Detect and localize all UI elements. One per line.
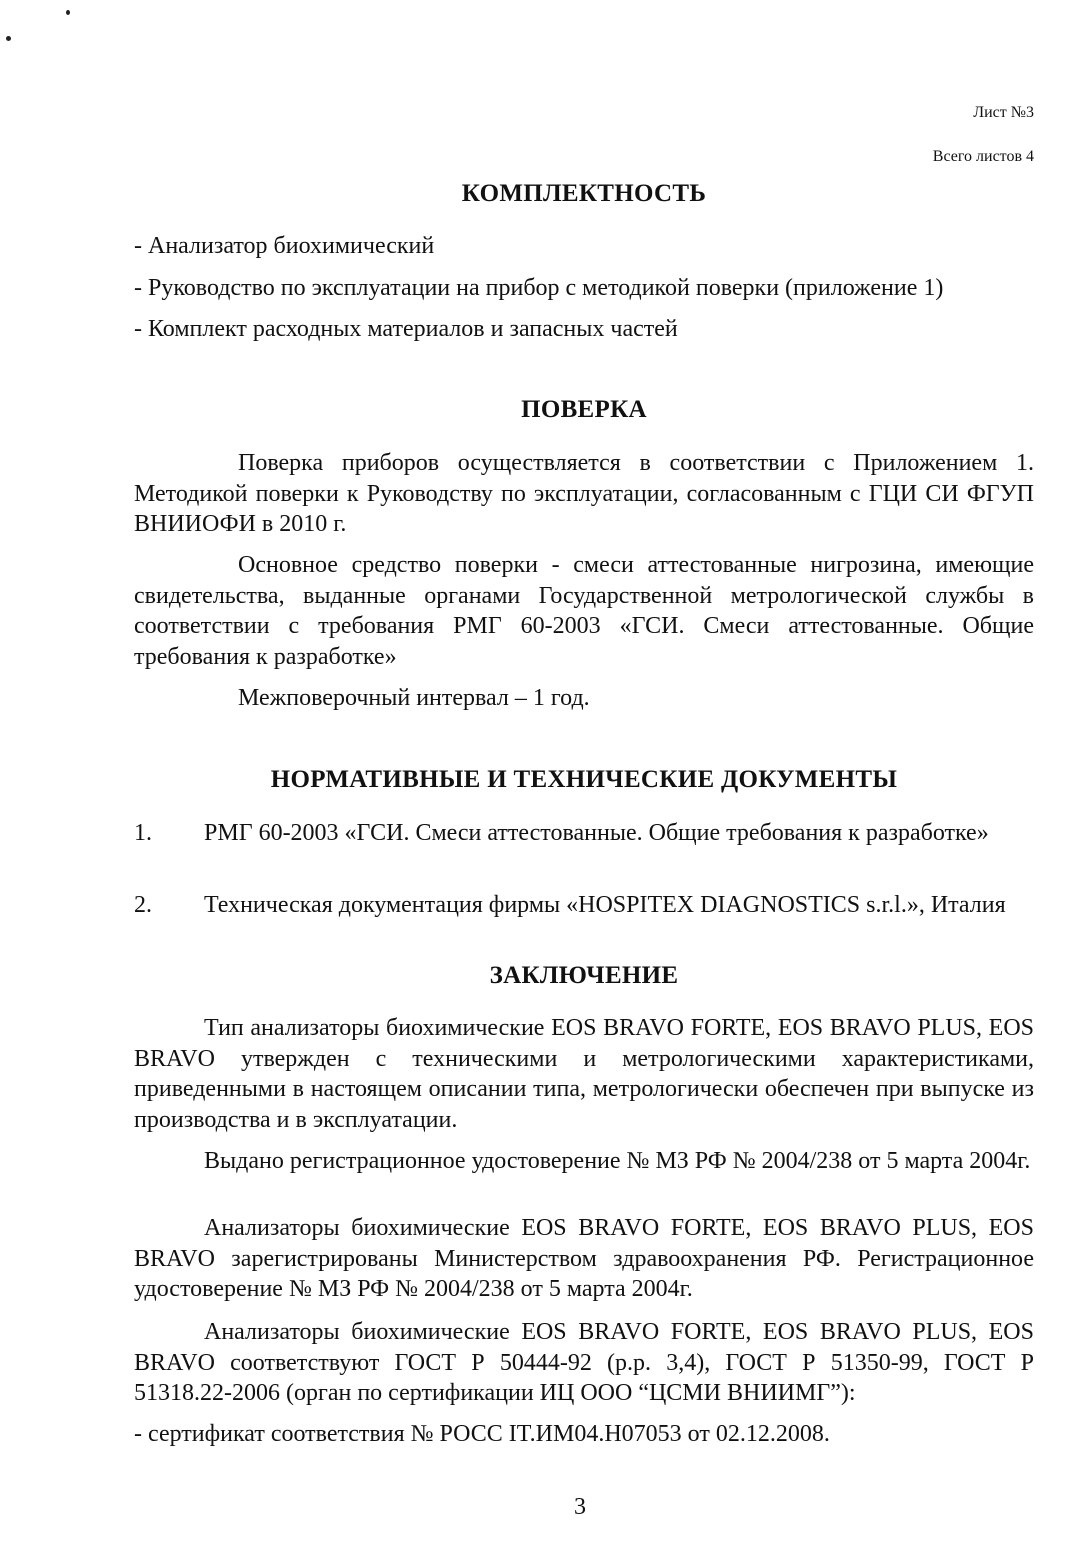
completeness-item: - Комплект расходных материалов и запасных частей bbox=[134, 316, 678, 342]
sheet-number: Лист №3 bbox=[973, 104, 1034, 121]
normative-docs-heading: НОРМАТИВНЫЕ И ТЕХНИЧЕСКИЕ ДОКУМЕНТЫ bbox=[270, 766, 898, 793]
conclusion-paragraph: Выдано регистрационное удостоверение № МЗ РФ № 2004/238 от 5 марта 2004г. bbox=[204, 1148, 1031, 1174]
normative-docs-item: 2. Техническая документация фирмы «HOSPITEX DIAGNOSTICS s.r.l.», Италия bbox=[134, 892, 1006, 918]
verification-interval: Межповерочный интервал – 1 год. bbox=[238, 685, 590, 711]
scan-speck bbox=[66, 10, 70, 15]
completeness-item: - Анализатор биохимический bbox=[134, 233, 435, 259]
verification-paragraph: Поверка приборов осуществляется в соответствии с Приложением 1. Методикой поверки к Руководству по эксплуатации, согласованным с ГЦИ СИ ФГУП ВНИИОФИ в 2010 г. bbox=[134, 450, 1034, 537]
page-number: 3 bbox=[574, 1494, 586, 1520]
certificate-line: - сертификат соответствия № РОСС IT.ИМ04.Н07053 от 02.12.2008. bbox=[134, 1421, 830, 1447]
verification-paragraph: Основное средство поверки - смеси аттестованные нигрозина, имеющие свидетельства, выданные органами Государственной метрологической службы в соответствии с требования РМГ 60-2003 «ГСИ. Смеси аттестованные. Общие требования к разработке» bbox=[134, 552, 1034, 670]
conclusion-heading: ЗАКЛЮЧЕНИЕ bbox=[489, 962, 679, 989]
sheets-total: Всего листов 4 bbox=[932, 148, 1034, 165]
conclusion-paragraph: Анализаторы биохимические EOS BRAVO FORTE, EOS BRAVO PLUS, EOS BRAVO зарегистрированы Министерством здравоохранения РФ. Регистрационное удостоверение № МЗ РФ № 2004/238 от 5 марта 2004г. bbox=[134, 1215, 1034, 1302]
completeness-item: - Руководство по эксплуатации на прибор с методикой поверки (приложение 1) bbox=[134, 275, 944, 301]
scan-speck bbox=[6, 36, 11, 41]
normative-docs-item: 1. РМГ 60-2003 «ГСИ. Смеси аттестованные. Общие требования к разработке» bbox=[134, 820, 989, 846]
verification-heading: ПОВЕРКА bbox=[521, 396, 647, 423]
completeness-heading: КОМПЛЕКТНОСТЬ bbox=[461, 180, 707, 207]
conclusion-paragraph: Тип анализаторы биохимические EOS BRAVO FORTE, EOS BRAVO PLUS, EOS BRAVO утвержден с техническими и метрологическими характеристиками, приведенными в настоящем описании типа, метрологически обеспечен при выпуске из производства и в эксплуатации. bbox=[134, 1015, 1034, 1133]
conclusion-paragraph: Анализаторы биохимические EOS BRAVO FORTE, EOS BRAVO PLUS, EOS BRAVO соответствуют ГОСТ Р 50444-92 (р.р. 3,4), ГОСТ Р 51350-99, ГОСТ Р 51318.22-2006 (орган по сертификации ИЦ ООО “ЦСМИ ВНИИМГ”): bbox=[134, 1319, 1034, 1406]
